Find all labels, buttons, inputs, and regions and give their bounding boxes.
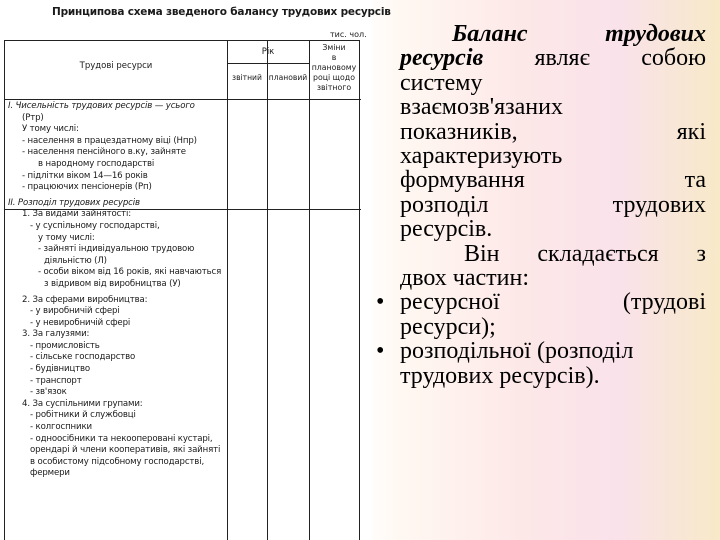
text-word: формування — [400, 167, 525, 194]
table-title: Принципова схема зведеного балансу трудових ресурсів — [52, 6, 391, 18]
table-row: - працюючих пенсіонерів (Рп) — [22, 182, 152, 193]
table-row: 3. За галузями: — [22, 329, 90, 340]
text-word: які — [676, 118, 706, 145]
header-changes-line: в плановому — [311, 53, 357, 72]
text-word: двох частин: — [400, 265, 529, 292]
header-changes-line: звітного — [316, 83, 352, 92]
bullet-item-distribution — [372, 339, 706, 363]
table-row: - робітники й службовці — [30, 410, 136, 421]
table-row: - у виробничій сфері — [30, 306, 120, 317]
table-row: діяльністю (Л) — [44, 255, 107, 266]
definition-text — [372, 22, 706, 388]
table-row: - зайняті індивідуальною трудовою — [38, 244, 195, 255]
header-changes — [309, 43, 359, 93]
table-row: - населення пенсійного в.ку, зайняте — [22, 147, 186, 158]
table-row: - промисловість — [30, 340, 100, 351]
text-word: розподіл — [400, 191, 489, 218]
text-word: взаємозв'язаних — [400, 94, 563, 121]
table-row: - зв'язок — [30, 387, 67, 398]
text-word: показників, — [400, 118, 518, 145]
text-word: з — [696, 240, 706, 267]
table-row: - одноосібники та некооперовані кустарі, — [30, 433, 213, 444]
text-line — [372, 71, 706, 95]
table-row: в народному господарстві — [38, 158, 155, 169]
column-divider — [309, 41, 310, 540]
header-year: Рік — [261, 47, 275, 57]
text-word: Він — [464, 240, 500, 267]
table-rows — [8, 101, 224, 480]
text-line — [372, 242, 706, 266]
text-line — [372, 315, 706, 339]
header-planned: плановий — [268, 73, 308, 82]
table-row: У тому числі: — [22, 124, 79, 135]
table-row: (Ртр) — [22, 112, 44, 123]
term-word: Баланс — [452, 21, 528, 47]
text-line — [372, 266, 706, 290]
text-word: розподільної (розподіл — [400, 338, 634, 365]
text-line — [372, 46, 706, 70]
table-row: - підлітки віком 14—16 років — [22, 170, 148, 181]
table-row: в особистому підсобному господарстві, — [30, 456, 205, 467]
table-row: І. Чисельність трудових ресурсів — усього — [8, 101, 195, 111]
text-word: собою — [641, 45, 706, 72]
header-changes-line: році щодо — [313, 73, 355, 82]
table-units: тис. чол. — [330, 30, 367, 39]
column-divider — [227, 41, 228, 540]
text-word: трудових ресурсів). — [400, 362, 600, 389]
row-divider — [5, 99, 361, 100]
table-row: 1. За видами зайнятості: — [22, 209, 131, 220]
table-row: - у суспільному господарстві, — [30, 220, 160, 231]
text-line — [372, 217, 706, 241]
text-word: ресурсної — [400, 289, 500, 316]
text-line — [372, 144, 706, 168]
text-line — [372, 168, 706, 192]
table-row: фермери — [30, 468, 70, 479]
text-word: систему — [400, 69, 483, 96]
text-word: та — [684, 167, 706, 194]
text-line — [372, 120, 706, 144]
header-changes-line: Зміни — [322, 43, 346, 52]
table-row: - особи віком від 16 років, які навчаються — [38, 267, 222, 278]
table-row: - колгоспники — [30, 422, 92, 433]
bullet-icon: • — [376, 338, 385, 365]
column-divider — [267, 41, 268, 540]
header-reported: звітний — [232, 73, 262, 82]
table-row: 2. За сферами виробництва: — [22, 294, 148, 305]
table-row: - населення в працездатному віці (Нпр) — [22, 135, 197, 146]
table-row: - будівництво — [30, 364, 91, 375]
table-row: з відривом від виробництва (У) — [44, 278, 181, 289]
row-divider — [227, 63, 309, 64]
table-row: - сільське господарство — [30, 352, 136, 363]
term-word: трудових — [605, 21, 706, 47]
text-word: (трудові — [622, 289, 706, 316]
text-line — [372, 22, 706, 46]
table-row: 4. За суспільними групами: — [22, 398, 143, 409]
header-resources: Трудові ресурси — [79, 61, 153, 71]
column-divider — [359, 41, 360, 540]
text-word: ресурсів. — [400, 216, 493, 243]
text-word: характеризують — [400, 143, 563, 170]
text-word: являє — [534, 45, 590, 72]
term-word: ресурсів — [400, 45, 484, 72]
text-line — [372, 193, 706, 217]
table-row: у тому числі: — [38, 232, 95, 243]
table-row: ІІ. Розподіл трудових ресурсів — [8, 197, 140, 208]
table-row: - транспорт — [30, 375, 82, 386]
text-word: складається — [537, 240, 659, 267]
table-row: орендарі й члени кооперативів, які зайняті — [30, 445, 221, 456]
text-word: ресурси); — [400, 313, 496, 340]
bullet-icon: • — [376, 289, 385, 316]
table-row: - у невиробничій сфері — [30, 317, 131, 328]
text-line — [372, 95, 706, 119]
bullet-item-resource — [372, 290, 706, 314]
text-line — [372, 364, 706, 388]
text-word: трудових — [612, 191, 706, 218]
